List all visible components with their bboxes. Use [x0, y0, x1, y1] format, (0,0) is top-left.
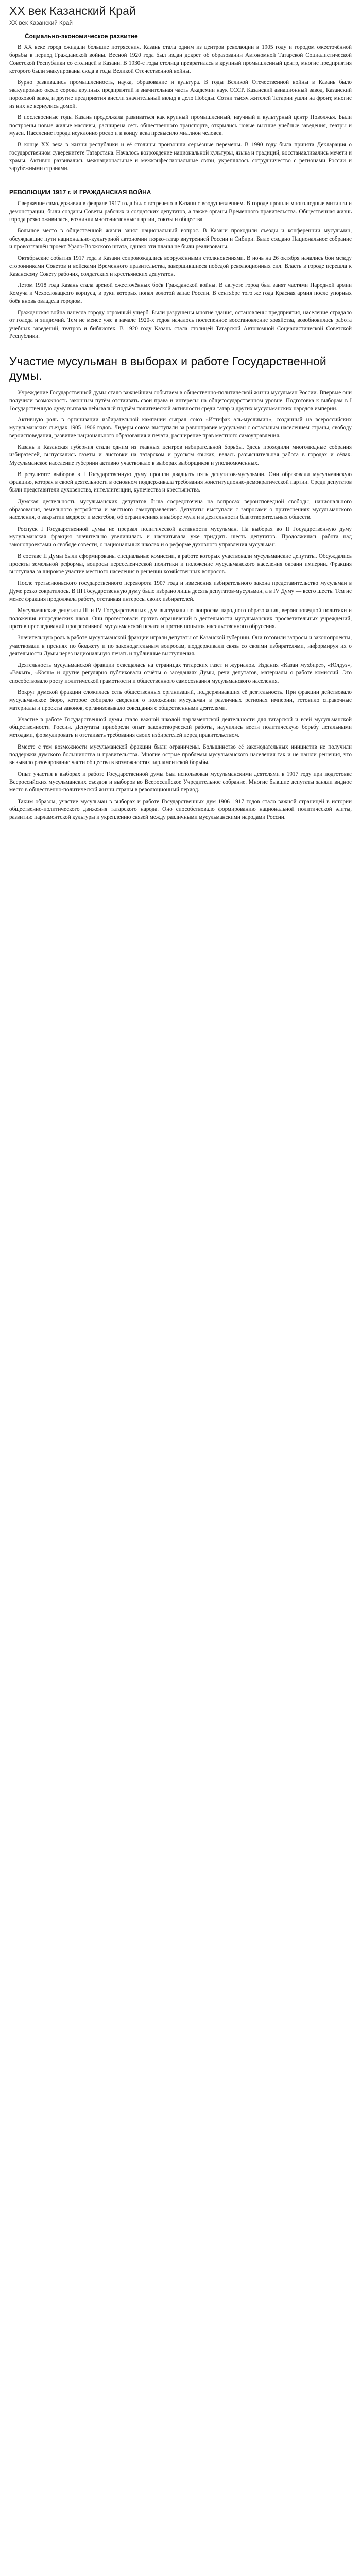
- paragraph: Думская деятельность мусульманских депутатов была сосредоточена на вопросах вероисповедной свободы, национального образования, земельного устройства и местного самоуправления. Депутаты выступали с запросами о притеснениях мусульманского населения, о закрытии медресе и мектебов, об ограничениях в выборе мулл и в деятельности благотворительных обществ.: [9, 498, 352, 521]
- paragraph: Опыт участия в выборах и работе Государственной думы был использован мусульманскими деятелями в 1917 году при подготовке Всероссийских мусульманских съездов и выборов во Всероссийское Учредительное собрание. Многие бывшие депутаты заняли видное место в общественно-политической жизни страны в революционный период.: [9, 771, 352, 793]
- paragraph: Вокруг думской фракции сложилась сеть общественных организаций, поддерживавших её деятельность. При фракции действовало мусульманское бюро, которое собирало сведения о положении мусульман в различных регионах империи, готовило справочные материалы и проекты законов, организовывало совещания с общественными деятелями.: [9, 689, 352, 711]
- paragraph: Роспуск I Государственной думы не прервал политической активности мусульман. На выборах во II Государственную думу мусульманская фракция значительно увеличилась и насчитывала уже тридцать шесть депутатов. Продолжилась работа над законопроектами о свободе совести, о национальных школах и о реформе духовного управления мусульман.: [9, 526, 352, 548]
- paragraph: Бурно развивались промышленность, наука, образование и культура. В годы Великой Отечественной войны в Казань было эвакуировано около сорока крупных предприятий и значительная часть Академии наук СССР. Казанский авиационный завод, Казанский пороховой завод и другие предприятия внесли значительный вклад в дело Победы. Сотни тысяч жителей Татарии ушли на фронт, многие из них не вернулись домой.: [9, 79, 352, 110]
- paragraph: Мусульманские депутаты III и IV Государственных дум выступали по вопросам народного образования, вероисповедной политики и положения инородческих школ. Они протестовали против ограничений в деятельности мусульманских просветительных учреждений, против преследований прогрессивной мусульманской печати и против попыток насильственного обрусения.: [9, 607, 352, 630]
- paragraph: Казань и Казанская губерния стали одним из главных центров избирательной борьбы. Здесь проходили многолюдные собрания избирателей, выпускались газеты и листовки на татарском и русском языках, велась разъяснительная работа в городах и сёлах. Мусульманское население губернии активно участвовало в выборах выборщиков и уполномоченных.: [9, 444, 352, 466]
- breadcrumb: XX век Казанский Край: [9, 20, 73, 26]
- section-heading: Социально-экономическое развитие: [25, 32, 138, 40]
- page-title: XX век Казанский Край: [9, 4, 136, 18]
- paragraph: Большое место в общественной жизни занял национальный вопрос. В Казани проходили съезды и конференции мусульман, обсуждавшие пути национально-культурной автономии тюрко-татар внутренней России и Сибири. Было создано Национальное собрание и провозглашён проект Урало-Волжского штата, однако эти планы не были реализованы.: [9, 228, 352, 250]
- section-revolution: [9, 189, 352, 341]
- paragraph: Значительную роль в работе мусульманской фракции играли депутаты от Казанской губернии. Они готовили запросы и законопроекты, участвовали в прениях по бюджету и по законодательным вопросам, поддерживали связь со своими избирателями, информируя их о деятельности Думы через национальную печать и публичные выступления.: [9, 635, 352, 657]
- paragraph: После третьеиюньского государственного переворота 1907 года и изменения избирательного закона представительство мусульман в Думе резко сократилось. В III Государственную думу было избрано лишь десять депутатов-мусульман, а в IV Думу — всего шесть. Тем не менее фракция продолжала работу, отстаивая интересы своих избирателей.: [9, 580, 352, 603]
- paragraph: Свержение самодержавия в феврале 1917 года было встречено в Казани с воодушевлением. В городе прошли многолюдные митинги и демонстрации, были созданы Советы рабочих и солдатских депутатов, а также органы Временного правительства. Общественная жизнь города резко оживилась, возникли многочисленные партии, союзы и общества.: [9, 200, 352, 223]
- paragraph: В результате выборов в I Государственную думу прошли двадцать пять депутатов-мусульман. Они образовали мусульманскую фракцию, которая в своей деятельности в основном поддерживала требования конституционно-демократической партии. Среди депутатов были представители духовенства, интеллигенции, купечества и крестьянства.: [9, 471, 352, 494]
- section-social-economic: [9, 32, 352, 173]
- paragraph: В конце XX века в жизни республики и её столицы произошли серьёзные перемены. В 1990 году была принята Декларация о государственном суверенитете Татарстана. Началось возрождение национальной культуры, языка и традиций, восстанавливались мечети и храмы. Активно развивались межнациональные и межконфессиональные связи, укреплялось сотрудничество с регионами России и зарубежными странами.: [9, 142, 352, 172]
- paragraph: Вместе с тем возможности мусульманской фракции были ограничены. Большинство её законодательных инициатив не получили поддержки думского большинства и правительства. Многие острые проблемы мусульманского населения так и не нашли решения, что вызывало разочарование части общества в возможностях парламентской борьбы.: [9, 743, 352, 766]
- paragraph: Летом 1918 года Казань стала ареной ожесточённых боёв Гражданской войны. В августе город был занят частями Народной армии Комуча и Чехословацкого корпуса, в руки которых попал золотой запас России. В сентябре того же года Красная армия после упорных боёв вновь овладела городом.: [9, 282, 352, 304]
- paragraph: Активную роль в организации избирательной кампании сыграл союз «Иттифак аль-муслимин», созданный на всероссийских мусульманских съездах 1905–1906 годов. Лидеры союза выступали за равноправие мусульман с остальным населением страны, свободу вероисповедания, развитие национального образования и печати, расширение прав местного самоуправления.: [9, 417, 352, 439]
- paragraph: Гражданская война нанесла городу огромный ущерб. Были разрушены многие здания, остановлены предприятия, население страдало от голода и эпидемий. Тем не менее уже в начале 1920-х годов началось постепенное восстановление хозяйства, возобновилась работа учебных заведений, театров и библиотек. В 1920 году Казань стала столицей Татарской Автономной Социалистической Советской Республики.: [9, 310, 352, 340]
- paragraph: В XX веке город ожидали большие потрясения. Казань стала одним из центров революции в 1905 году и городом ожесточённой борьбы в период Гражданской войны. Весной 1920 года был издан декрет об образовании Автономной Татарской Социалистической Советской Республики со столицей в Казани. В 1930-е годы столица превратилась в крупный промышленный центр, многие предприятия которого были эвакуированы сюда в годы Великой Отечественной войны.: [9, 44, 352, 74]
- section-duma: [9, 389, 352, 821]
- paragraph: Таким образом, участие мусульман в выборах и работе Государственных дум 1906–1917 годов стало важной страницей в истории общественно-политического движения татарского народа. Оно способствовало формированию национальной политической элиты, развитию парламентской культуры и укреплению связей между различными мусульманскими народами России.: [9, 798, 352, 821]
- paragraph: Октябрьские события 1917 года в Казани сопровождались вооружёнными столкновениями. В ночь на 26 октября начались бои между сторонниками Советов и войсками Временного правительства, завершившиеся победой революционных сил. Власть в городе перешла к Казанскому Совету рабочих, солдатских и крестьянских депутатов.: [9, 255, 352, 277]
- section-heading: РЕВОЛЮЦИИ 1917 г. И ГРАЖДАНСКАЯ ВОЙНА: [9, 189, 151, 196]
- paragraph: В послевоенные годы Казань продолжала развиваться как крупный промышленный, научный и культурный центр Поволжья. Были построены новые жилые массивы, расширена сеть общественного транспорта, открылись новые высшие учебные заведения, театры и музеи. Население города неуклонно росло и к концу века превысило миллион человек.: [9, 114, 352, 137]
- paragraph: В составе II Думы были сформированы специальные комиссии, в работе которых участвовали мусульманские депутаты. Обсуждались проекты земельной реформы, вопросы переселенческой политики и положение мусульманского населения окраин империи. Фракция выступала за широкое участие местного населения в решении хозяйственных вопросов.: [9, 553, 352, 575]
- paragraph: Участие в работе Государственной думы стало важной школой парламентской деятельности для татарской и всей мусульманской общественности России. Депутаты приобрели опыт законотворческой работы, научились вести политическую борьбу легальными методами, формулировать и отстаивать требования своих избирателей перед правительством.: [9, 716, 352, 739]
- paragraph: Деятельность мусульманской фракции освещалась на страницах татарских газет и журналов. Издания «Казан мухбире», «Юлдуз», «Вакыт», «Кояш» и другие регулярно публиковали отчёты о заседаниях Думы, речи депутатов, материалы о работе комиссий. Это способствовало росту политической грамотности и общественного самосознания мусульманского населения.: [9, 662, 352, 684]
- paragraph: Учреждение Государственной думы стало важнейшим событием в общественно-политической жизни мусульман России. Впервые они получили возможность законным путём отстаивать свои права и интересы на общегосударственном уровне. Подготовка к выборам в I Государственную думу вызвала небывалый подъём политической активности среди татар и других мусульманских народов империи.: [9, 389, 352, 412]
- article-heading: Участие мусульман в выборах и работе Государственной думы.: [9, 354, 326, 383]
